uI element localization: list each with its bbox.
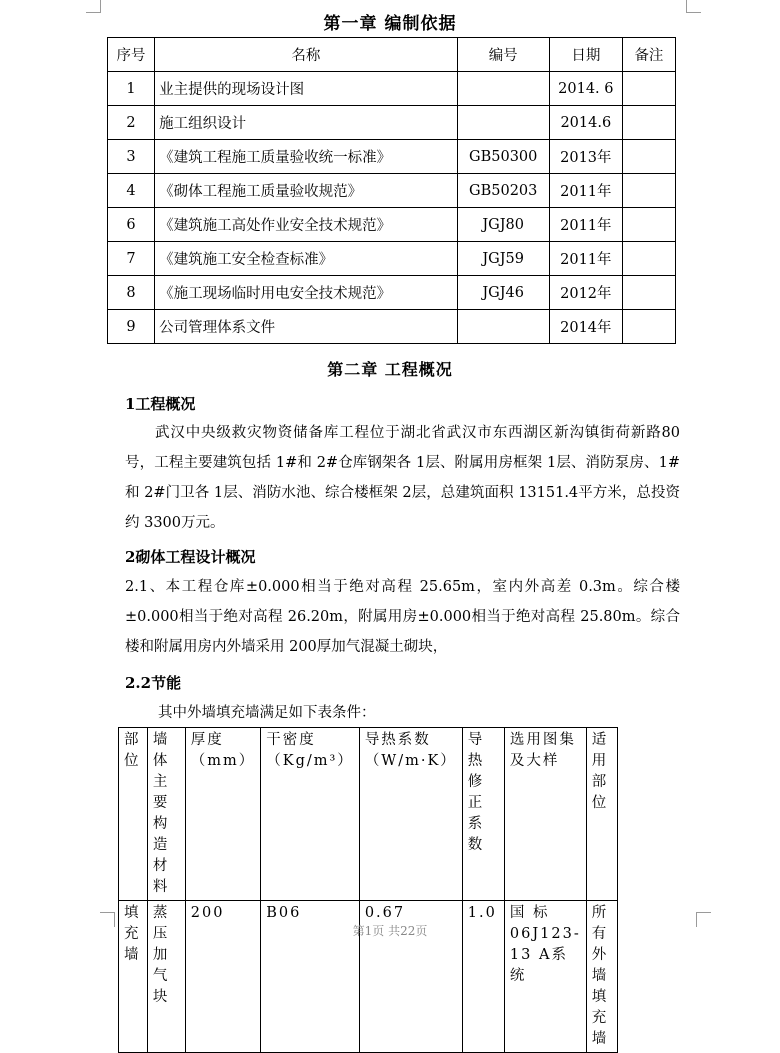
cell-location: 填充墙	[119, 901, 148, 1053]
col-header-index: 序号	[108, 38, 155, 72]
col-header-code: 编号	[457, 38, 549, 72]
cell-name: 公司管理体系文件	[155, 310, 458, 344]
col-header-material: 墙体主要构造材料	[147, 728, 185, 901]
cell-index: 4	[108, 174, 155, 208]
cell-correction: 1.0	[462, 901, 504, 1053]
col-header-correction: 导热修正系数	[462, 728, 504, 901]
cell-note	[622, 106, 675, 140]
table-row	[108, 310, 676, 344]
col-header-conductivity: 导热系数（W/m·K）	[359, 728, 462, 901]
col-header-location: 部位	[119, 728, 148, 901]
cell-index: 3	[108, 140, 155, 174]
col-header-thickness: 厚度（mm）	[185, 728, 261, 901]
table-row	[108, 276, 676, 310]
cell-index: 7	[108, 242, 155, 276]
cell-note	[622, 140, 675, 174]
cell-name: 业主提供的现场设计图	[155, 72, 458, 106]
cell-note	[622, 208, 675, 242]
table-row	[108, 208, 676, 242]
col-header-name: 名称	[155, 38, 458, 72]
cell-name: 《砌体工程施工质量验收规范》	[155, 174, 458, 208]
cell-thickness: 200	[185, 901, 261, 1053]
cell-index: 6	[108, 208, 155, 242]
cell-name: 《施工现场临时用电安全技术规范》	[155, 276, 458, 310]
col-header-atlas: 选用图集及大样	[504, 728, 586, 901]
cell-name: 《建筑施工高处作业安全技术规范》	[155, 208, 458, 242]
cell-note	[622, 276, 675, 310]
table-row	[108, 140, 676, 174]
cell-date: 2014. 6	[549, 72, 622, 106]
section1-paragraph: 武汉中央级救灾物资储备库工程位于湖北省武汉市东西湖区新沟镇街荷新路80号，工程主要建筑包括 1#和 2#仓库钢架各 1层、附属用房框架 1层、消防泵房、1#和 2#门卫各 1层、消防水池、综合楼框架 2层，总建筑面积 13151.4平方米，总投资约 3300万元。	[125, 425, 680, 531]
cell-material: 蒸压加气块	[147, 901, 185, 1053]
cell-index: 1	[108, 72, 155, 106]
col-header-note: 备注	[622, 38, 675, 72]
reference-table	[107, 37, 676, 344]
section1-heading: 1工程概况	[125, 395, 196, 413]
cell-code: JGJ59	[457, 242, 549, 276]
cell-name: 《建筑施工安全检查标准》	[155, 242, 458, 276]
col-header-applicable: 适用部位	[586, 728, 617, 901]
cell-note	[622, 72, 675, 106]
reference-table-header	[108, 38, 676, 72]
section2-heading: 2砌体工程设计概况	[125, 548, 256, 566]
cell-code: GB50203	[457, 174, 549, 208]
cell-date: 2011年	[549, 208, 622, 242]
cell-name: 《建筑工程施工质量验收统一标准》	[155, 140, 458, 174]
cell-note	[622, 310, 675, 344]
table-row	[108, 106, 676, 140]
wall-table-header	[119, 728, 618, 901]
cell-code: GB50300	[457, 140, 549, 174]
cell-note	[622, 242, 675, 276]
cell-note	[622, 174, 675, 208]
table-row	[108, 174, 676, 208]
table-row	[108, 242, 676, 276]
cell-code: JGJ80	[457, 208, 549, 242]
col-header-density: 干密度（Kg/m³）	[261, 728, 360, 901]
cell-code: JGJ46	[457, 276, 549, 310]
cell-atlas: 国 标 06J123-13 A系统	[504, 901, 586, 1053]
cell-date: 2014.6	[549, 106, 622, 140]
cell-conductivity: 0.67	[359, 901, 462, 1053]
page-number: 第1页 共22页	[352, 924, 428, 938]
cell-density: B06	[261, 901, 360, 1053]
cell-name: 施工组织设计	[155, 106, 458, 140]
section2-2-heading: 2.2节能	[125, 674, 182, 692]
cell-date: 2013年	[549, 140, 622, 174]
cell-code	[457, 310, 549, 344]
cell-index: 9	[108, 310, 155, 344]
chapter1-title: 第一章 编制依据	[323, 14, 457, 34]
cell-code	[457, 106, 549, 140]
section2-1-paragraph: 2.1、本工程仓库±0.000相当于绝对高程 25.65m，室内外高差 0.3m。综合楼±0.000相当于绝对高程 26.20m，附属用房±0.000相当于绝对高程 25.80m。综合楼和附属用房内外墙采用 200厚加气混凝土砌块，	[125, 579, 680, 655]
cell-date: 2014年	[549, 310, 622, 344]
cell-date: 2011年	[549, 242, 622, 276]
chapter2-title: 第二章 工程概况	[327, 360, 453, 379]
wall-spec-table	[118, 727, 618, 1053]
cell-date: 2011年	[549, 174, 622, 208]
table-row	[108, 72, 676, 106]
cell-date: 2012年	[549, 276, 622, 310]
col-header-date: 日期	[549, 38, 622, 72]
section2-2-intro: 其中外墙填充墙满足如下表条件：	[158, 705, 376, 721]
cell-applicable: 所有外墙填充墙	[586, 901, 617, 1053]
cell-index: 2	[108, 106, 155, 140]
cell-index: 8	[108, 276, 155, 310]
cell-code	[457, 72, 549, 106]
